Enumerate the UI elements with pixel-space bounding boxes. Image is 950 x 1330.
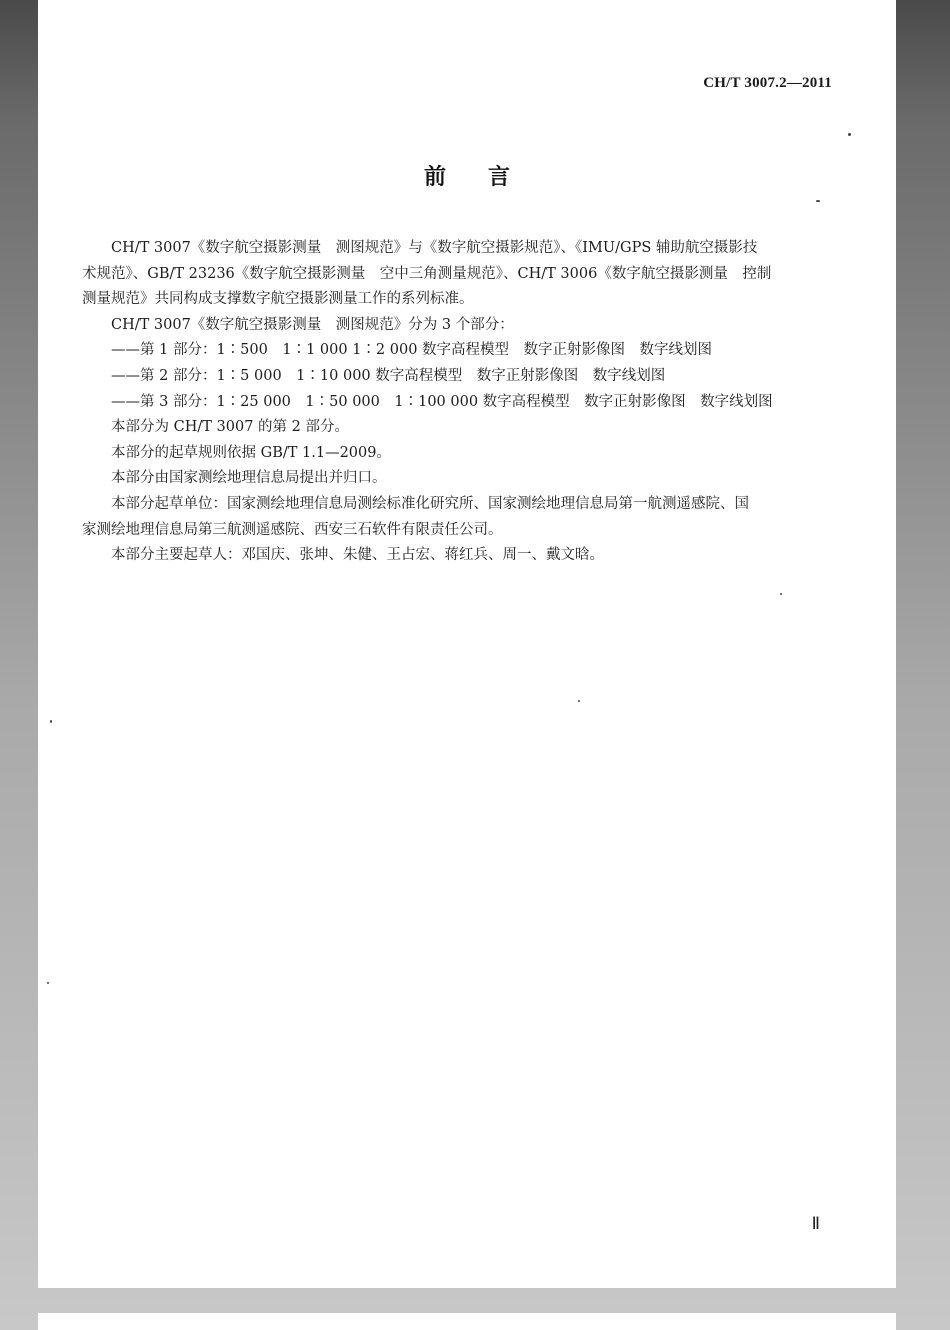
- scan-speck: [848, 133, 851, 136]
- paragraph: 本部分由国家测绘地理信息局提出并归口。: [111, 470, 387, 487]
- list-item: ——第 3 部分：1∶25 000 1∶50 000 1∶100 000 数字高程模型 数字正射影像图 数字线划图: [111, 393, 773, 410]
- paragraph-line: 家测绘地理信息局第三航测遥感院、西安三石软件有限责任公司。: [82, 521, 503, 538]
- scan-speck: [50, 720, 52, 723]
- scan-speck: [780, 593, 782, 595]
- paragraph-line: 术规范》、GB/T 23236《数字航空摄影测量 空中三角测量规范》、CH/T 3006《数字航空摄影测量 控制: [82, 265, 772, 282]
- title-char-1: 前: [423, 165, 446, 190]
- page-number: Ⅱ: [811, 1214, 820, 1233]
- paragraph-line: 本部分起草单位：国家测绘地理信息局测绘标准化研究所、国家测绘地理信息局第一航测遥感院、国: [111, 495, 749, 512]
- paragraph-line: 测量规范》共同构成支撑数字航空摄影测量工作的系列标准。: [82, 291, 474, 308]
- preface-body: [82, 236, 832, 569]
- paragraph: 本部分主要起草人：邓国庆、张坤、朱健、王占宏、蒋红兵、周一、戴文晗。: [111, 547, 604, 564]
- document-page: [38, 0, 896, 1288]
- paragraph: CH/T 3007《数字航空摄影测量 测图规范》分为 3 个部分：: [111, 316, 514, 333]
- standard-code: CH/T 3007.2—2011: [703, 75, 832, 91]
- scan-speck: [47, 982, 49, 984]
- scan-speck: [578, 700, 580, 702]
- list-item: ——第 2 部分：1∶5 000 1∶10 000 数字高程模型 数字正射影像图 数字线划图: [111, 367, 666, 384]
- next-page-edge: [38, 1313, 896, 1330]
- page-title: [38, 160, 896, 191]
- paragraph-line: CH/T 3007《数字航空摄影测量 测图规范》与《数字航空摄影规范》、《IMU/GPS 辅助航空摄影技: [111, 240, 758, 256]
- title-char-2: 言: [488, 165, 511, 190]
- list-item: ——第 1 部分：1∶500 1∶1 000 1∶2 000 数字高程模型 数字正射影像图 数字线划图: [111, 342, 713, 359]
- paragraph: 本部分为 CH/T 3007 的第 2 部分。: [111, 419, 349, 436]
- paragraph: 本部分的起草规则依据 GB/T 1.1—2009。: [111, 444, 391, 461]
- scan-speck: [816, 200, 820, 202]
